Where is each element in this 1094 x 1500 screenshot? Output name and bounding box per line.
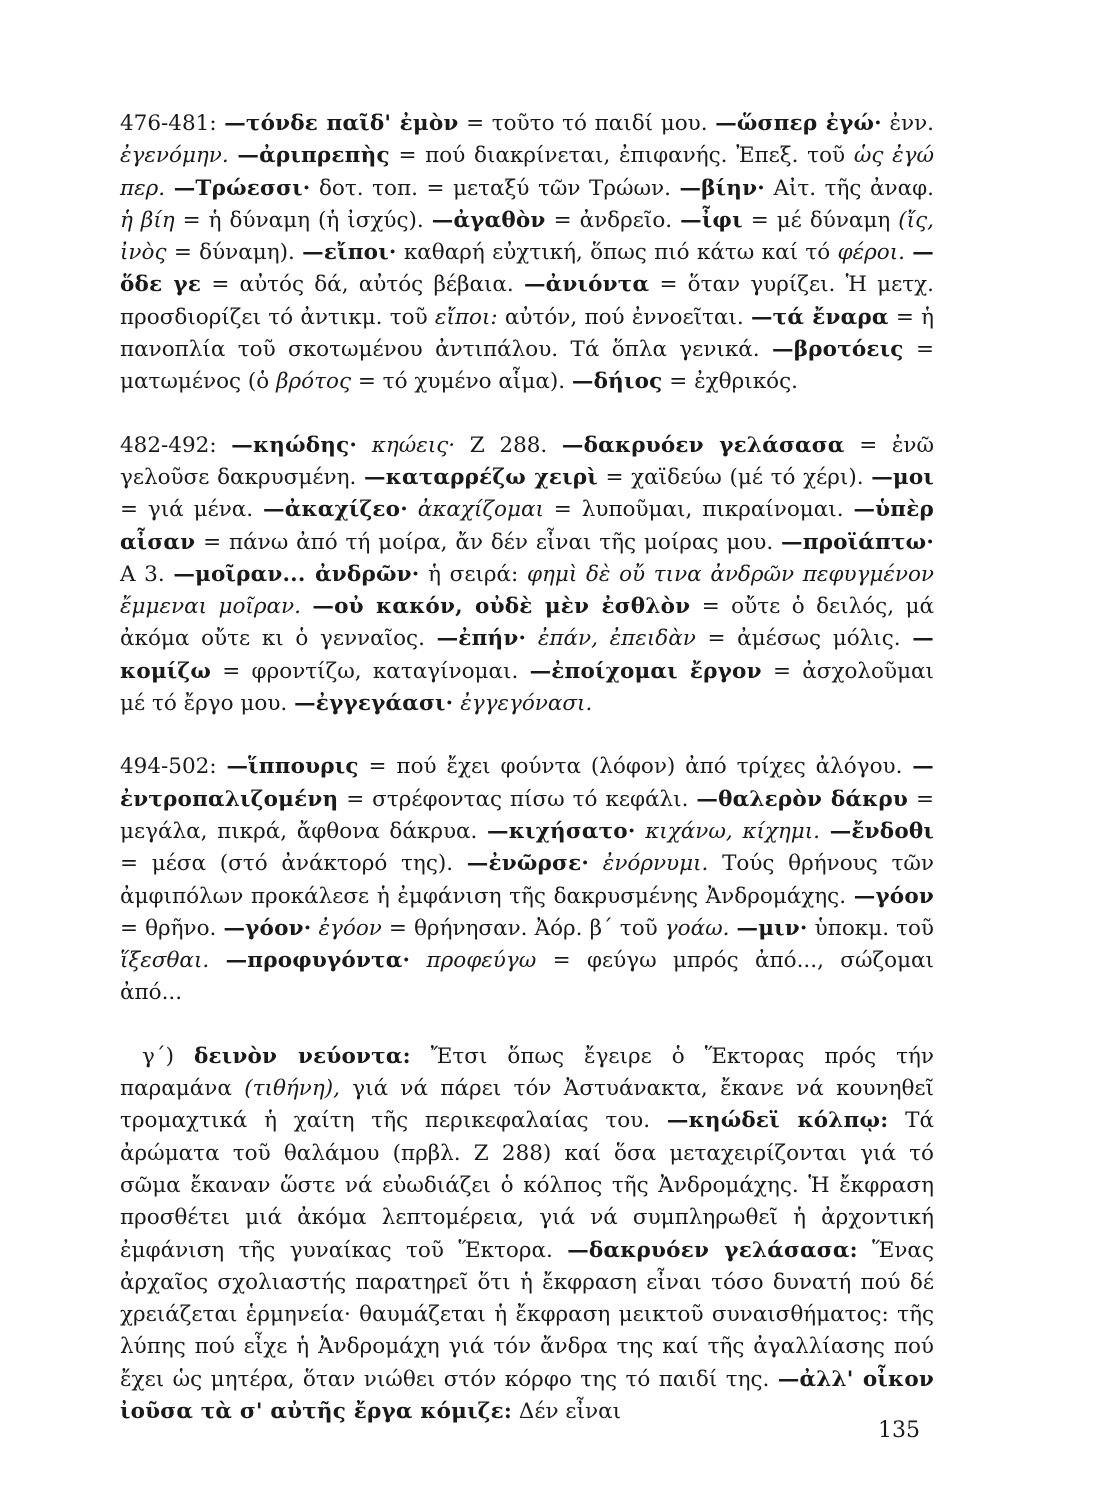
lemma-text: —ἐπήν· <box>436 626 527 652</box>
gloss-text: 494-502: <box>120 754 227 780</box>
italic-text: φημὶ δὲ οὔ τινα ἀνδρῶν πεφυγμένον ἔμμεναι μοῖραν. <box>120 561 934 620</box>
lemma-text: —ἵππουρις <box>226 754 359 780</box>
italic-text: ἐπάν, ἐπειδὰν <box>537 626 696 652</box>
lemma-text: —προφυγόντα· <box>225 948 411 974</box>
gloss-text <box>636 819 646 844</box>
gloss-text: ὑποκμ. τοῦ <box>807 915 934 941</box>
lemma-text: —βροτόεις <box>772 337 904 363</box>
italic-text: φέροι. <box>837 240 905 266</box>
lemma-text: —ὑπὲρ αἶσαν <box>120 497 934 555</box>
gloss-text: Δέν εἶναι <box>512 1398 622 1424</box>
gloss-text <box>301 594 312 619</box>
gloss-text: = πού διακρίνεται, ἐπιφανής. Ἐπεξ. τοῦ <box>389 143 854 169</box>
gloss-text: = ματωμένος (ὁ <box>120 337 934 395</box>
italic-text: ἐνόρνυμι. <box>602 851 709 877</box>
lemma-text: —γόον· <box>223 915 312 941</box>
gloss-text: Ἕνας ἀρχαῖος σχολιαστής παρατηρεῖ ὅτι ἡ ἔκφραση εἶναι τόσο δυνατή πού δέ χρειάζεται ἑρμηνεία· θαυμάζεται ἡ ἔκφραση μεικτοῦ συναισθήματος: τῆς λύπης πού εἶχε ἡ Ἀνδρομάχη γιά τόν ἄνδρα της καί τῆς ἀγαλλίασης πού ἔχει ὡς μητέρα, ὅταν νιώθει στόν κόρφο της τό παιδί της. <box>120 1237 934 1392</box>
gloss-text: = μεγάλα, πικρά, ἄφθονα δάκρυα. <box>120 786 934 844</box>
gloss-text: γ΄) <box>142 1043 194 1069</box>
commentary-paragraph <box>120 1041 934 1429</box>
body-text <box>120 108 934 1428</box>
lemma-text: —γόον <box>853 883 934 909</box>
lemma-text: —ὅδε γε <box>120 240 934 298</box>
gloss-text: = ἀσχολοῦμαι μέ τό ἔργο μου. <box>120 658 934 717</box>
lemma-text: —ἀριπρεπὴς <box>237 143 390 169</box>
lemma-text: —προϊάπτω· <box>781 529 934 555</box>
gloss-text: = θρῆνο. <box>120 915 224 941</box>
gloss-text: = ἡ δύναμη (ἡ ἰσχύς). <box>174 207 432 233</box>
gloss-text: δοτ. τοπ. = μεταξύ τῶν Τρώων. <box>310 175 680 201</box>
lemma-text: —τόνδε παῖδ' ἐμὸν <box>224 111 459 136</box>
lemma-text: —δακρυόεν γελάσασα: <box>567 1237 858 1263</box>
lemma-text: —κιχήσατο· <box>487 818 636 844</box>
gloss-text <box>209 948 225 973</box>
gloss-text: γιά νά πάρει τόν Ἀστυάνακτα, ἔκανε νά κουνηθεῖ τρομαχτικά ἡ χαίτη τῆς περικεφαλαίας του. <box>120 1076 934 1134</box>
gloss-text: καθαρή εὐχτική, ὅπως πιό κάτω καί τό <box>396 240 838 266</box>
page-number: 135 <box>878 1418 920 1443</box>
gloss-text: Τά ἀρώματα τοῦ θαλάμου (πρβλ. Ζ 288) καί ὅσα μεταχειρίζονται γιά τό σῶμα ἔκαναν ὥστε νά εὐωδιάζει ὁ κόλπος τῆς Ἀνδρομάχης. Ἡ ἔκφραση προσθέτει μιά ἀκόμα λεπτομέρεια, γιά νά συμπληρωθεῖ ἡ ἀρχοντική ἐμφάνιση τῆς γυναίκας τοῦ Ἕκτορα. <box>120 1108 934 1263</box>
gloss-text: = γιά μένα. <box>120 497 264 523</box>
gloss-text: = τοῦτο τό παιδί μου. <box>458 111 716 136</box>
gloss-text: = πού ἔχει φούντα (λόφον) ἀπό τρίχες ἀλόγου. <box>358 754 913 780</box>
gloss-text: = φεύγω μπρός ἀπό..., σώζομαι ἀπό... <box>120 948 934 1006</box>
lemma-text: —κομίζω <box>120 626 934 684</box>
gloss-text: = δύναμη). <box>166 240 303 266</box>
gloss-text: = ὅταν γυρίζει. Ἡ μετχ. προσδιορίζει τό ἀντικμ. τοῦ <box>120 272 935 330</box>
italic-text: ἵξεσθαι. <box>120 948 210 974</box>
gloss-text: = στρέφοντας πίσω τό κεφάλι. <box>338 786 697 812</box>
lemma-text: —ἀνιόντα <box>523 272 650 298</box>
lemma-text: —μοι <box>871 464 934 490</box>
lemma-text: —ἶφι <box>680 207 743 233</box>
gloss-text <box>589 851 603 876</box>
italic-text: ἐγγεγόνασι. <box>460 691 593 717</box>
gloss-text: = φροντίζω, καταγίνομαι. <box>211 658 530 684</box>
lemma-text: —ἀλλ' οἶκον ἰοῦσα τὰ σ' αὐτῆς ἔργα κόμιζε: <box>120 1366 934 1424</box>
lemma-text: —ἐποίχομαι ἔργον <box>529 658 762 684</box>
lemma-text: —ἐγγεγάασι· <box>294 691 454 717</box>
gloss-text: αὐτόν, πού ἐννοεῖται. <box>497 304 751 330</box>
lemma-text: —βίην· <box>679 175 765 201</box>
gloss-text <box>526 626 538 651</box>
italic-text: γοάω. <box>664 915 730 941</box>
lemma-text: —μοῖραν... ἀνδρῶν· <box>173 561 420 587</box>
gloss-text <box>820 819 830 844</box>
gloss-text: = τό χυμένο αἷμα). <box>351 369 572 395</box>
gloss-text: Αἰτ. τῆς ἀναφ. <box>764 175 934 201</box>
gloss-text: = ἡ πανοπλία τοῦ σκοτωμένου ἀντιπάλου. Τά ὅπλα γενικά. <box>120 304 934 363</box>
italic-text: εἴποι: <box>434 304 498 330</box>
lemma-text: —ἔνδοθι <box>829 818 934 844</box>
gloss-text: = οὔτε ὁ δειλός, μά ἀκόμα οὔτε κι ὁ γενναῖος. <box>120 594 934 652</box>
gloss-text: = ἐχθρικός. <box>662 369 798 395</box>
gloss-text <box>729 916 736 941</box>
commentary-paragraph <box>120 108 934 399</box>
gloss-text: Ζ 288. <box>455 432 562 458</box>
gloss-text: = ἀνδρεῖο. <box>545 207 681 233</box>
gloss-text <box>410 948 426 973</box>
lemma-text: —εἴποι· <box>302 240 397 266</box>
lemma-text: —ἀγαθὸν <box>431 207 546 233</box>
lemma-text: —ἀκαχίζεο· <box>263 497 408 523</box>
italic-text: ἐγόον <box>318 915 382 941</box>
lemma-text: —μιν· <box>736 915 808 941</box>
lemma-text: —δήιος <box>571 369 663 395</box>
gloss-text: = μέ δύναμη <box>742 207 899 233</box>
gloss-text <box>357 433 372 458</box>
italic-text: προφεύγω <box>426 948 537 974</box>
gloss-text: = πάνω ἀπό τή μοίρα, ἄν δέν εἶναι τῆς μοίρας μου. <box>195 529 782 555</box>
gloss-text: = χαϊδεύω (μέ τό χέρι). <box>597 464 872 490</box>
italic-text: ἡ βίη <box>120 207 175 233</box>
gloss-text: = αὐτός δά, αὐτός βέβαια. <box>201 272 524 298</box>
italic-text: ἀκαχίζομαι <box>417 497 544 523</box>
gloss-text: = θρήνησαν. Ἀόρ. β΄ τοῦ <box>381 915 665 941</box>
gloss-text: 482-492: <box>120 432 232 458</box>
lemma-text: —καταρρέζω χειρὶ <box>363 464 598 490</box>
gloss-text: = ἐνῶ γελοῦσε δακρυσμένη. <box>120 432 935 490</box>
gloss-text: Α 3. <box>120 561 174 587</box>
italic-text: κιχάνω, κίχημι. <box>645 818 821 844</box>
gloss-text: Ἔτσι ὅπως ἔγειρε ὁ Ἕκτορας πρός τήν παραμάνα <box>120 1043 934 1102</box>
lemma-text: —κηώδεϊ κόλπῳ: <box>666 1108 889 1134</box>
lemma-text: —Τρώεσσι· <box>173 175 311 201</box>
italic-text: ἐγενόμην. <box>120 143 229 169</box>
italic-text: (τιθήνη), <box>244 1076 340 1102</box>
gloss-text <box>165 176 174 201</box>
lemma-text: —τά ἔναρα <box>750 304 889 330</box>
lemma-text: —θαλερὸν δάκρυ <box>696 786 909 812</box>
gloss-text: ἐνν. <box>881 111 934 136</box>
gloss-text: 476-481: <box>120 111 225 136</box>
italic-text: κηώεις· <box>371 432 456 458</box>
italic-text: βρότος <box>276 369 351 395</box>
gloss-text <box>408 497 418 522</box>
commentary-paragraph <box>120 751 934 1009</box>
gloss-text: = ἀμέσως μόλις. <box>695 626 913 652</box>
italic-text: ὡς ἐγώ περ. <box>120 143 935 201</box>
gloss-text: = μέσα (στό ἀνάκτορό της). <box>120 851 467 877</box>
gloss-text: Τούς θρήνους τῶν ἀμφιπόλων προκάλεσε ἡ ἐμφάνιση τῆς δακρυσμένης Ἀνδρομάχης. <box>120 851 934 909</box>
lemma-text: —ἐνῶρσε· <box>466 851 590 877</box>
gloss-text <box>311 916 318 941</box>
lemma-text: —δακρυόεν γελάσασα <box>561 432 845 458</box>
lemma-text: —κηώδης· <box>231 432 358 458</box>
gloss-text: = λυποῦμαι, πικραίνομαι. <box>543 497 854 523</box>
italic-text: (ἴς, ἰνὸς <box>120 207 934 266</box>
lemma-text: δεινὸν νεύοντα: <box>193 1043 411 1069</box>
commentary-paragraph <box>120 430 934 721</box>
gloss-text: ἡ σειρά: <box>419 561 527 587</box>
lemma-text: —ὥσπερ ἐγώ· <box>715 111 882 136</box>
lemma-text: —ἐντροπαλιζομένη <box>120 754 934 812</box>
lemma-text: —οὐ κακόν, οὐδὲ μὲν ἐσθλὸν <box>312 594 691 620</box>
